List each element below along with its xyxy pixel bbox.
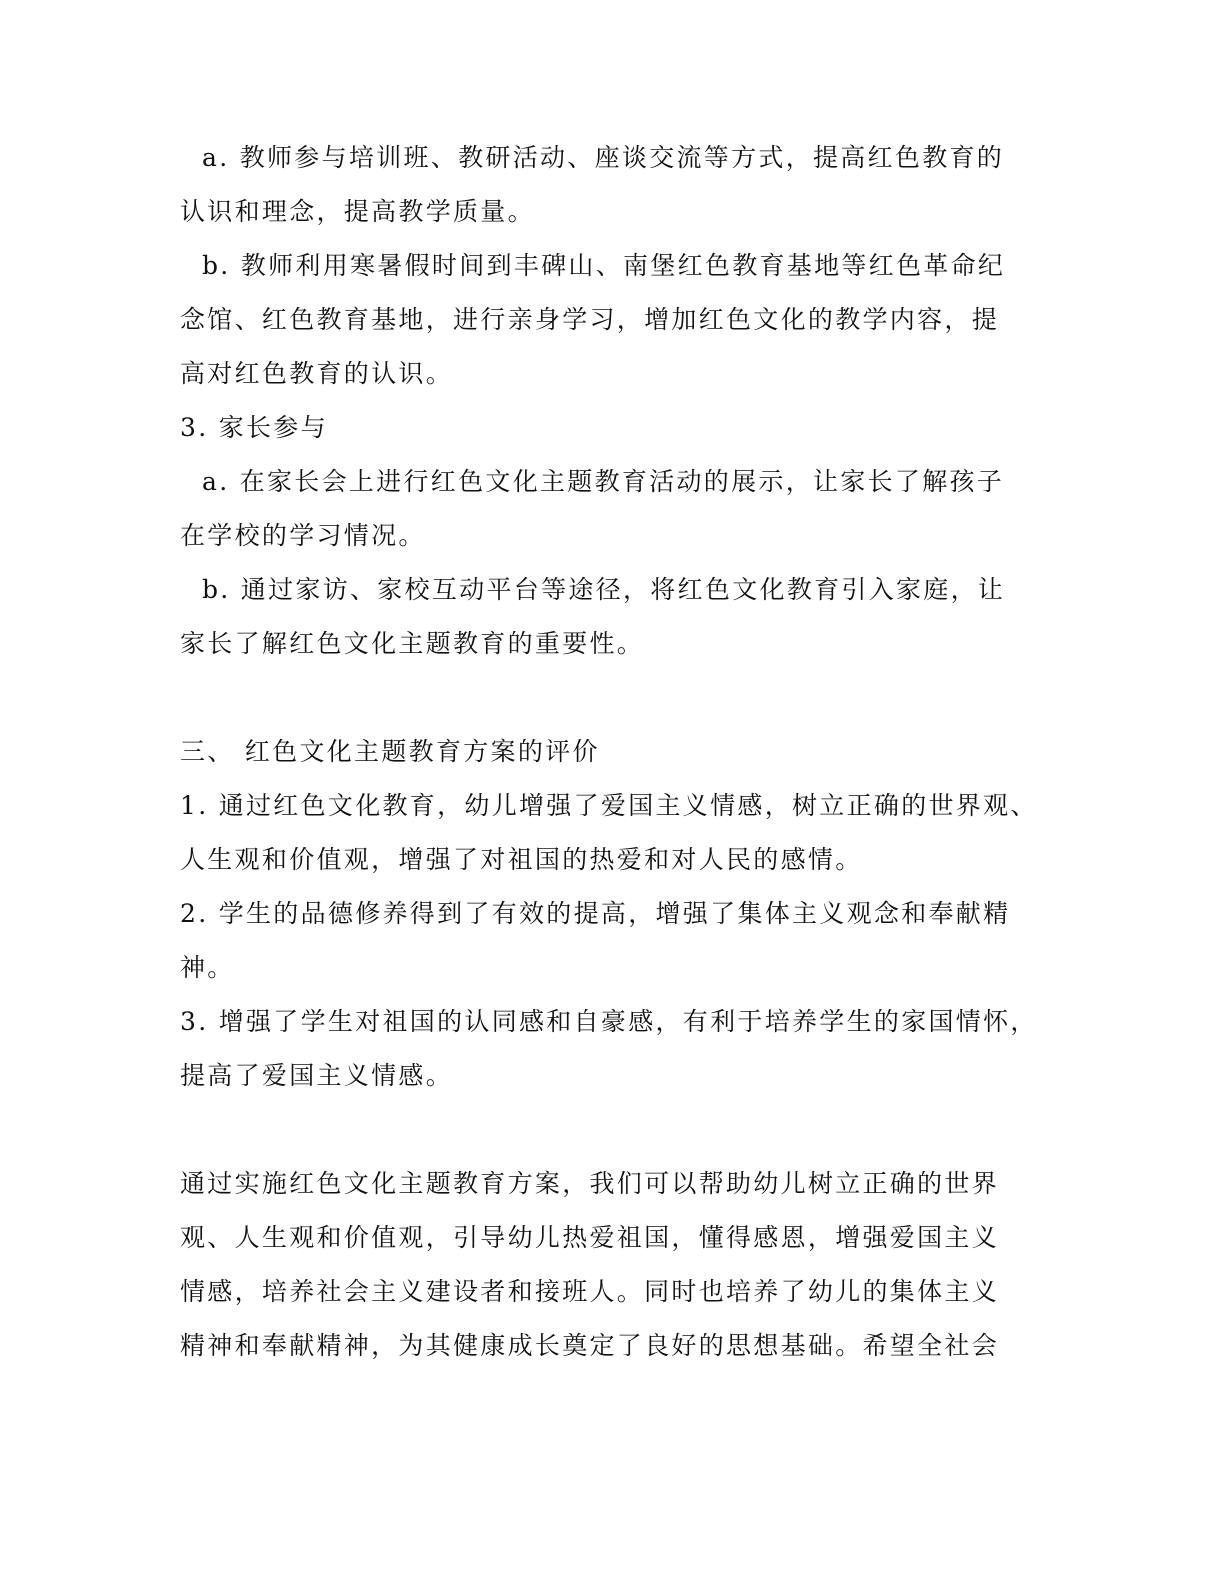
text-line: 1. 通过红色文化教育，幼儿增强了爱国主义情感，树立正确的世界观、 [180,791,1038,820]
text-line: 提高了爱国主义情感。 [180,1061,454,1090]
section-heading: 3. 家长参与 [180,413,328,442]
text-line: 2. 学生的品德修养得到了有效的提高，增强了集体主义观念和奉献精 [180,899,1011,928]
text-line: a. 教师参与培训班、教研活动、座谈交流等方式，提高红色教育的 [202,143,1005,172]
text-line: 情感，培养社会主义建设者和接班人。同时也培养了幼儿的集体主义 [180,1277,1000,1306]
text-line: 3. 增强了学生对祖国的认同感和自豪感，有利于培养学生的家国情怀， [180,1007,1038,1036]
text-line: 观、人生观和价值观，引导幼儿热爱祖国，懂得感恩，增强爱国主义 [180,1223,1000,1252]
text-line: 人生观和价值观，增强了对祖国的热爱和对人民的感情。 [180,845,863,874]
text-line: 在学校的学习情况。 [180,521,426,550]
text-line: a. 在家长会上进行红色文化主题教育活动的展示，让家长了解孩子 [202,467,1005,496]
text-line: 精神和奉献精神，为其健康成长奠定了良好的思想基础。希望全社会 [180,1331,1000,1360]
text-line: 高对红色教育的认识。 [180,359,454,388]
text-line: 念馆、红色教育基地，进行亲身学习，增加红色文化的教学内容，提 [180,305,1000,334]
text-line: 通过实施红色文化主题教育方案，我们可以帮助幼儿树立正确的世界 [180,1169,1000,1198]
section-heading: 三、 红色文化主题教育方案的评价 [180,737,600,766]
text-line: b. 通过家访、家校互动平台等途径，将红色文化教育引入家庭，让 [202,575,1006,604]
text-line: b. 教师利用寒暑假时间到丰碑山、南堡红色教育基地等红色革命纪 [202,251,1006,280]
text-line: 认识和理念，提高教学质量。 [180,197,535,226]
text-line: 家长了解红色文化主题教育的重要性。 [180,629,645,658]
text-line: 神。 [180,953,235,982]
